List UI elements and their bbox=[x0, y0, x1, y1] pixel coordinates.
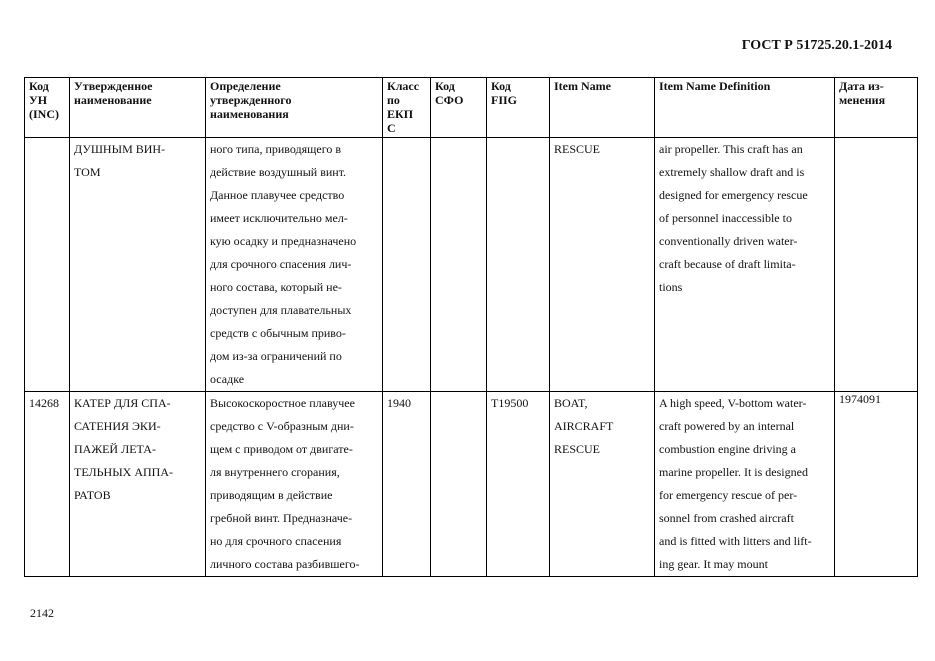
text-line: осадке bbox=[210, 372, 245, 386]
header-line: (INC) bbox=[29, 107, 59, 121]
text-line: craft powered by an internal bbox=[659, 419, 795, 433]
col-inc-header bbox=[25, 78, 70, 138]
col-class-header bbox=[383, 78, 431, 138]
approved-name-cell bbox=[70, 392, 206, 577]
col-definition-header bbox=[206, 78, 383, 138]
cell-value: 1974091 bbox=[839, 392, 881, 406]
text-line: щем с приводом от двигате- bbox=[210, 442, 353, 456]
catalog-table bbox=[24, 77, 918, 577]
header-line: менения bbox=[839, 93, 886, 107]
table-row bbox=[25, 138, 918, 392]
item-definition-cell bbox=[655, 138, 835, 392]
text-line: Данное плавучее средство bbox=[210, 188, 345, 202]
definition-cell bbox=[206, 138, 383, 392]
inc-cell bbox=[25, 392, 70, 577]
cell-value: 14268 bbox=[29, 396, 59, 410]
text-line: ТОМ bbox=[74, 165, 101, 179]
text-line: гребной винт. Предназначе- bbox=[210, 511, 353, 525]
header-line: Код bbox=[435, 79, 455, 93]
header-line: по bbox=[387, 93, 400, 107]
text-line: ля внутреннего сгорания, bbox=[210, 465, 340, 479]
approved-name-cell bbox=[70, 138, 206, 392]
header-line: Класс bbox=[387, 79, 420, 93]
header-line: СФО bbox=[435, 93, 464, 107]
header-line: Item Name Definition bbox=[659, 79, 771, 93]
text-line: но для срочного спасения bbox=[210, 534, 342, 548]
text-line: ПАЖЕЙ ЛЕТА- bbox=[74, 442, 156, 456]
change-date-cell bbox=[835, 392, 918, 577]
header-line: наименования bbox=[210, 107, 289, 121]
text-line: and is fitted with litters and lift- bbox=[659, 534, 812, 548]
header-line: FIIG bbox=[491, 93, 518, 107]
cell-value: T19500 bbox=[491, 396, 529, 410]
text-line: средство с V-образным дни- bbox=[210, 419, 354, 433]
header-line: Item Name bbox=[554, 79, 611, 93]
text-line: of personnel inaccessible to bbox=[659, 211, 792, 225]
header-line: ЕКП bbox=[387, 107, 414, 121]
text-line: дом из-за ограничений по bbox=[210, 349, 342, 363]
header-line: С bbox=[387, 121, 396, 135]
text-line: приводящим в действие bbox=[210, 488, 333, 502]
text-line: tions bbox=[659, 280, 683, 294]
text-line: для срочного спасения лич- bbox=[210, 257, 352, 271]
header-line: утвержденного bbox=[210, 93, 292, 107]
page-number: 2142 bbox=[30, 606, 54, 620]
text-line: Высокоскоростное плавучее bbox=[210, 396, 355, 410]
header-line: Определение bbox=[210, 79, 281, 93]
table-header-row bbox=[25, 78, 918, 138]
text-line: RESCUE bbox=[554, 442, 601, 456]
text-line: ного состава, который не- bbox=[210, 280, 342, 294]
text-line: доступен для плавательных bbox=[210, 303, 352, 317]
text-line: AIRCRAFT bbox=[554, 419, 614, 433]
change-date-cell bbox=[835, 138, 918, 392]
text-line: средств с обычным приво- bbox=[210, 326, 346, 340]
header-line: УН bbox=[29, 93, 48, 107]
text-line: designed for emergency rescue bbox=[659, 188, 808, 202]
text-line: air propeller. This craft has an bbox=[659, 142, 803, 156]
text-line: BOAT, bbox=[554, 396, 588, 410]
col-item-name-header bbox=[550, 78, 655, 138]
col-item-def-header bbox=[655, 78, 835, 138]
text-line: кую осадку и предназначено bbox=[210, 234, 357, 248]
text-line: sonnel from crashed aircraft bbox=[659, 511, 794, 525]
sfo-cell bbox=[431, 138, 487, 392]
text-line: extremely shallow draft and is bbox=[659, 165, 805, 179]
class-cell bbox=[383, 392, 431, 577]
item-definition-cell bbox=[655, 392, 835, 577]
text-line: КАТЕР ДЛЯ СПА- bbox=[74, 396, 171, 410]
header-line: наименование bbox=[74, 93, 152, 107]
standard-designation: ГОСТ Р 51725.20.1-2014 bbox=[741, 38, 892, 53]
header-line: Дата из- bbox=[839, 79, 884, 93]
col-sfo-header bbox=[431, 78, 487, 138]
fiig-cell bbox=[487, 392, 550, 577]
fiig-cell bbox=[487, 138, 550, 392]
text-line: A high speed, V-bottom water- bbox=[659, 396, 807, 410]
text-line: действие воздушный винт. bbox=[210, 165, 347, 179]
text-line: личного состава разбившего- bbox=[210, 557, 360, 571]
text-line: RESCUE bbox=[554, 142, 601, 156]
text-line: ного типа, приводящего в bbox=[210, 142, 342, 156]
header-line: Код bbox=[491, 79, 511, 93]
text-line: combustion engine driving a bbox=[659, 442, 796, 456]
item-name-cell bbox=[550, 138, 655, 392]
class-cell bbox=[383, 138, 431, 392]
header-line: Код bbox=[29, 79, 49, 93]
col-approved-name-header bbox=[70, 78, 206, 138]
col-change-date-header bbox=[835, 78, 918, 138]
definition-cell bbox=[206, 392, 383, 577]
text-line: for emergency rescue of per- bbox=[659, 488, 798, 502]
text-line: craft because of draft limita- bbox=[659, 257, 796, 271]
cell-value: 1940 bbox=[387, 396, 411, 410]
item-name-cell bbox=[550, 392, 655, 577]
text-line: имеет исключительно мел- bbox=[210, 211, 348, 225]
text-line: РАТОВ bbox=[74, 488, 111, 502]
table-row bbox=[25, 392, 918, 577]
text-line: ДУШНЫМ ВИН- bbox=[74, 142, 166, 156]
text-line: marine propeller. It is designed bbox=[659, 465, 808, 479]
col-fiig-header bbox=[487, 78, 550, 138]
sfo-cell bbox=[431, 392, 487, 577]
text-line: САТЕНИЯ ЭКИ- bbox=[74, 419, 161, 433]
header-line: Утвержденное bbox=[74, 79, 153, 93]
text-line: ТЕЛЬНЫХ АППА- bbox=[74, 465, 173, 479]
text-line: conventionally driven water- bbox=[659, 234, 798, 248]
inc-cell bbox=[25, 138, 70, 392]
text-line: ing gear. It may mount bbox=[659, 557, 768, 571]
